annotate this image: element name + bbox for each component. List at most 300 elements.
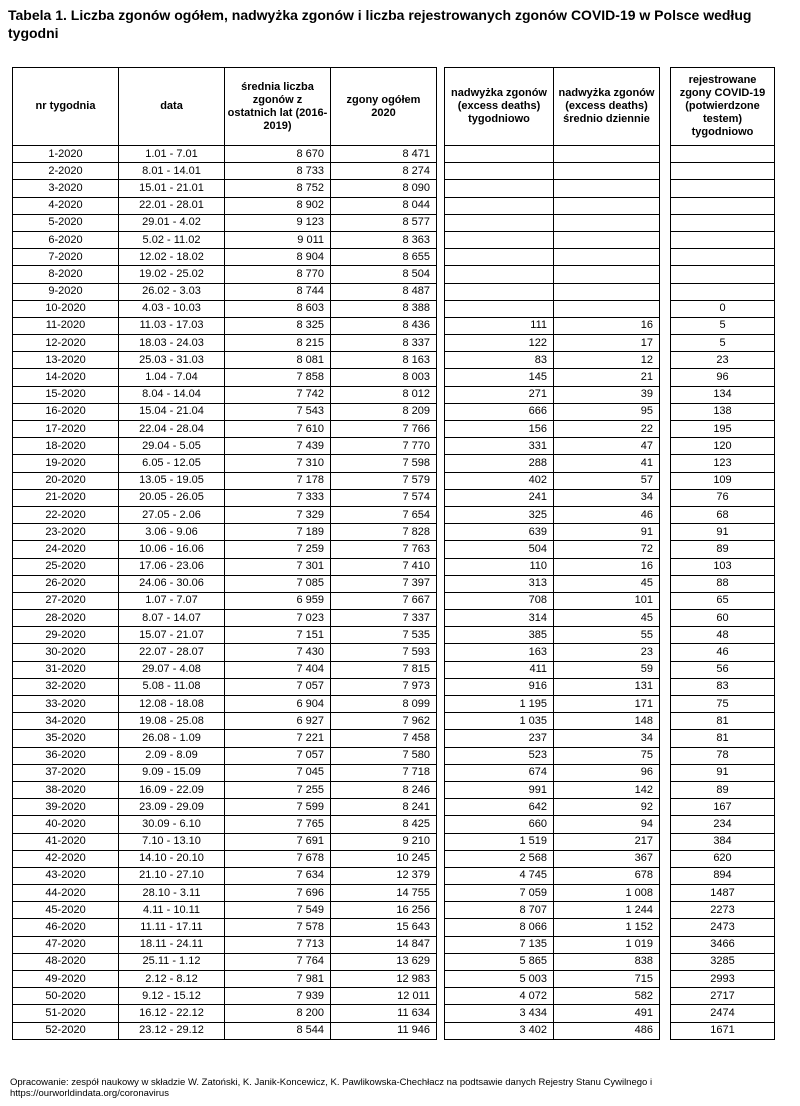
table-row (671, 644, 775, 661)
cell-date: 25.11 - 1.12 (119, 953, 225, 970)
cell-week-number: 7-2020 (13, 249, 119, 266)
cell-total-deaths: 7 397 (331, 575, 437, 592)
table-row (13, 352, 437, 369)
table-row (671, 867, 775, 884)
cell-week-number: 24-2020 (13, 541, 119, 558)
table-row (671, 850, 775, 867)
cell-excess-weekly (445, 283, 554, 300)
cell-excess-weekly (445, 146, 554, 163)
table-row (13, 472, 437, 489)
cell-total-deaths: 8 090 (331, 180, 437, 197)
cell-excess-daily: 1 019 (554, 936, 660, 953)
cell-excess-weekly: 122 (445, 335, 554, 352)
table-row (445, 541, 660, 558)
cell-week-number: 43-2020 (13, 867, 119, 884)
cell-excess-daily (554, 266, 660, 283)
cell-excess-weekly: 111 (445, 317, 554, 334)
cell-average-deaths: 8 902 (225, 197, 331, 214)
cell-excess-weekly: 2 568 (445, 850, 554, 867)
table-row (13, 421, 437, 438)
cell-date: 25.03 - 31.03 (119, 352, 225, 369)
cell-total-deaths: 7 815 (331, 661, 437, 678)
cell-excess-daily: 92 (554, 799, 660, 816)
cell-covid-deaths: 65 (671, 592, 775, 609)
table-row (445, 558, 660, 575)
cell-covid-deaths: 138 (671, 403, 775, 420)
source-url: https://ourworldindata.org/coronavirus (10, 1088, 169, 1099)
table-row (445, 661, 660, 678)
cell-total-deaths: 8 044 (331, 197, 437, 214)
cell-excess-weekly: 7 135 (445, 936, 554, 953)
table-row (445, 781, 660, 798)
table-row (445, 335, 660, 352)
table-row (445, 575, 660, 592)
table-row (445, 249, 660, 266)
table-row (671, 592, 775, 609)
cell-covid-deaths (671, 266, 775, 283)
cell-total-deaths: 8 274 (331, 163, 437, 180)
table-row (671, 730, 775, 747)
cell-week-number: 39-2020 (13, 799, 119, 816)
cell-week-number: 46-2020 (13, 919, 119, 936)
table-row (445, 352, 660, 369)
cell-covid-deaths: 89 (671, 541, 775, 558)
cell-excess-daily: 72 (554, 541, 660, 558)
cell-covid-deaths: 96 (671, 369, 775, 386)
cell-week-number: 3-2020 (13, 180, 119, 197)
table-row (445, 317, 660, 334)
cell-week-number: 23-2020 (13, 524, 119, 541)
cell-excess-daily: 46 (554, 506, 660, 523)
table-row (445, 953, 660, 970)
table-row (445, 300, 660, 317)
cell-excess-weekly (445, 266, 554, 283)
table-row (445, 163, 660, 180)
cell-date: 23.09 - 29.09 (119, 799, 225, 816)
cell-total-deaths: 7 962 (331, 713, 437, 730)
cell-excess-daily: 16 (554, 317, 660, 334)
table-row (13, 610, 437, 627)
table-row (445, 988, 660, 1005)
table-row (445, 799, 660, 816)
cell-excess-daily (554, 283, 660, 300)
cell-week-number: 51-2020 (13, 1005, 119, 1022)
cell-excess-daily (554, 231, 660, 248)
cell-excess-daily: 39 (554, 386, 660, 403)
cell-excess-daily: 34 (554, 489, 660, 506)
cell-covid-deaths: 5 (671, 335, 775, 352)
table-row (445, 438, 660, 455)
cell-excess-daily: 678 (554, 867, 660, 884)
cell-average-deaths: 7 549 (225, 902, 331, 919)
cell-average-deaths: 7 329 (225, 506, 331, 523)
cell-covid-deaths: 89 (671, 781, 775, 798)
header-total-deaths: zgony ogółem 2020 (331, 68, 437, 146)
table-row (671, 266, 775, 283)
cell-total-deaths: 8 241 (331, 799, 437, 816)
cell-covid-deaths: 123 (671, 455, 775, 472)
cell-date: 16.12 - 22.12 (119, 1005, 225, 1022)
table-row (13, 764, 437, 781)
table-row (671, 833, 775, 850)
table-row (445, 919, 660, 936)
table-row (13, 713, 437, 730)
cell-average-deaths: 8 752 (225, 180, 331, 197)
table-row (671, 369, 775, 386)
cell-date: 14.10 - 20.10 (119, 850, 225, 867)
cell-average-deaths: 7 765 (225, 816, 331, 833)
cell-total-deaths: 8 209 (331, 403, 437, 420)
cell-covid-deaths: 56 (671, 661, 775, 678)
cell-excess-weekly: 8 066 (445, 919, 554, 936)
cell-covid-deaths: 1671 (671, 1022, 775, 1039)
table-row (13, 300, 437, 317)
cell-week-number: 32-2020 (13, 678, 119, 695)
cell-date: 8.04 - 14.04 (119, 386, 225, 403)
cell-average-deaths: 7 221 (225, 730, 331, 747)
cell-excess-daily: 95 (554, 403, 660, 420)
table-row (445, 283, 660, 300)
cell-week-number: 21-2020 (13, 489, 119, 506)
cell-excess-daily (554, 300, 660, 317)
cell-excess-weekly: 325 (445, 506, 554, 523)
cell-covid-deaths (671, 180, 775, 197)
table-row (671, 472, 775, 489)
cell-average-deaths: 8 904 (225, 249, 331, 266)
cell-average-deaths: 7 939 (225, 988, 331, 1005)
table-row (13, 266, 437, 283)
cell-excess-daily: 1 008 (554, 885, 660, 902)
cell-date: 18.11 - 24.11 (119, 936, 225, 953)
cell-date: 26.02 - 3.03 (119, 283, 225, 300)
table-row (445, 231, 660, 248)
cell-average-deaths: 8 603 (225, 300, 331, 317)
cell-excess-weekly: 7 059 (445, 885, 554, 902)
cell-covid-deaths: 23 (671, 352, 775, 369)
cell-total-deaths: 7 337 (331, 610, 437, 627)
table-row (13, 403, 437, 420)
cell-covid-deaths: 3466 (671, 936, 775, 953)
cell-week-number: 14-2020 (13, 369, 119, 386)
cell-total-deaths: 7 667 (331, 592, 437, 609)
table-row (13, 369, 437, 386)
cell-excess-daily (554, 249, 660, 266)
table-row (445, 592, 660, 609)
cell-excess-weekly (445, 231, 554, 248)
cell-covid-deaths: 2474 (671, 1005, 775, 1022)
source-note: Opracowanie: zespół naukowy w składzie W. Zatoński, K. Janik-Koncewicz, K. Pawlikowska-Chechłacz na podtsawie danych Rejestry Stanu Cywilnego i (10, 1077, 653, 1088)
table-row (445, 902, 660, 919)
table-row (13, 180, 437, 197)
cell-excess-daily: 47 (554, 438, 660, 455)
cell-excess-daily (554, 146, 660, 163)
cell-excess-weekly: 674 (445, 764, 554, 781)
cell-excess-daily (554, 197, 660, 214)
cell-average-deaths: 7 713 (225, 936, 331, 953)
cell-total-deaths: 7 770 (331, 438, 437, 455)
cell-total-deaths: 13 629 (331, 953, 437, 970)
table-row (445, 713, 660, 730)
header-week-number: nr tygodnia (13, 68, 119, 146)
cell-average-deaths: 7 610 (225, 421, 331, 438)
table-row (13, 283, 437, 300)
table-row (671, 575, 775, 592)
table-row (671, 610, 775, 627)
cell-week-number: 5-2020 (13, 214, 119, 231)
cell-excess-weekly (445, 249, 554, 266)
cell-covid-deaths: 76 (671, 489, 775, 506)
cell-average-deaths: 7 981 (225, 971, 331, 988)
table-row (671, 747, 775, 764)
cell-date: 21.10 - 27.10 (119, 867, 225, 884)
table-row (671, 696, 775, 713)
cell-week-number: 34-2020 (13, 713, 119, 730)
table-row (671, 627, 775, 644)
cell-date: 5.08 - 11.08 (119, 678, 225, 695)
table-row (13, 850, 437, 867)
cell-total-deaths: 15 643 (331, 919, 437, 936)
cell-date: 4.03 - 10.03 (119, 300, 225, 317)
cell-week-number: 40-2020 (13, 816, 119, 833)
cell-total-deaths: 8 012 (331, 386, 437, 403)
source-footer (10, 1077, 790, 1099)
cell-average-deaths: 8 544 (225, 1022, 331, 1039)
cell-week-number: 1-2020 (13, 146, 119, 163)
cell-covid-deaths (671, 214, 775, 231)
cell-excess-daily (554, 163, 660, 180)
cell-excess-daily: 22 (554, 421, 660, 438)
cell-date: 29.04 - 5.05 (119, 438, 225, 455)
cell-excess-daily: 23 (554, 644, 660, 661)
cell-total-deaths: 7 580 (331, 747, 437, 764)
cell-date: 23.12 - 29.12 (119, 1022, 225, 1039)
table-row (445, 197, 660, 214)
cell-excess-weekly (445, 214, 554, 231)
cell-date: 27.05 - 2.06 (119, 506, 225, 523)
table-row (13, 541, 437, 558)
cell-date: 7.10 - 13.10 (119, 833, 225, 850)
cell-excess-weekly: 639 (445, 524, 554, 541)
table-row (445, 696, 660, 713)
cell-total-deaths: 7 574 (331, 489, 437, 506)
cell-average-deaths: 7 430 (225, 644, 331, 661)
header-excess-daily: nadwyżka zgonów (excess deaths) średnio dziennie (554, 68, 660, 146)
table-row (671, 816, 775, 833)
table-row (13, 833, 437, 850)
cell-excess-daily: 142 (554, 781, 660, 798)
cell-total-deaths: 16 256 (331, 902, 437, 919)
cell-total-deaths: 8 363 (331, 231, 437, 248)
cell-excess-daily: 148 (554, 713, 660, 730)
cell-week-number: 35-2020 (13, 730, 119, 747)
table-row (445, 455, 660, 472)
cell-date: 15.07 - 21.07 (119, 627, 225, 644)
cell-total-deaths: 12 983 (331, 971, 437, 988)
table-row (13, 936, 437, 953)
cell-average-deaths: 8 744 (225, 283, 331, 300)
cell-total-deaths: 7 718 (331, 764, 437, 781)
header-excess-weekly: nadwyżka zgonów (excess deaths) tygodniowo (445, 68, 554, 146)
table-row (671, 352, 775, 369)
table-row (13, 489, 437, 506)
cell-average-deaths: 7 696 (225, 885, 331, 902)
cell-excess-daily: 57 (554, 472, 660, 489)
table-row (671, 1005, 775, 1022)
table-row (13, 644, 437, 661)
cell-covid-deaths: 46 (671, 644, 775, 661)
cell-date: 2.12 - 8.12 (119, 971, 225, 988)
table-row (445, 369, 660, 386)
cell-average-deaths: 7 057 (225, 678, 331, 695)
table-row (13, 214, 437, 231)
cell-date: 15.01 - 21.01 (119, 180, 225, 197)
cell-average-deaths: 7 151 (225, 627, 331, 644)
cell-excess-daily: 367 (554, 850, 660, 867)
table-row (13, 506, 437, 523)
table-row (445, 850, 660, 867)
cell-excess-weekly: 3 434 (445, 1005, 554, 1022)
table-row (13, 627, 437, 644)
table-row (13, 747, 437, 764)
cell-average-deaths: 8 215 (225, 335, 331, 352)
cell-excess-daily: 1 244 (554, 902, 660, 919)
cell-covid-deaths: 75 (671, 696, 775, 713)
cell-excess-weekly: 145 (445, 369, 554, 386)
cell-total-deaths: 8 246 (331, 781, 437, 798)
cell-excess-daily: 45 (554, 575, 660, 592)
cell-excess-weekly: 708 (445, 592, 554, 609)
cell-excess-daily: 217 (554, 833, 660, 850)
cell-average-deaths: 9 123 (225, 214, 331, 231)
cell-excess-weekly: 4 745 (445, 867, 554, 884)
cell-excess-daily: 34 (554, 730, 660, 747)
cell-covid-deaths: 2993 (671, 971, 775, 988)
cell-excess-daily: 838 (554, 953, 660, 970)
cell-excess-weekly (445, 163, 554, 180)
table-row (13, 231, 437, 248)
cell-date: 11.03 - 17.03 (119, 317, 225, 334)
cell-week-number: 6-2020 (13, 231, 119, 248)
cell-date: 29.07 - 4.08 (119, 661, 225, 678)
header-average-deaths: średnia liczba zgonów z ostatnich lat (2016-2019) (225, 68, 331, 146)
cell-excess-daily: 96 (554, 764, 660, 781)
cell-excess-weekly: 163 (445, 644, 554, 661)
cell-covid-deaths: 384 (671, 833, 775, 850)
cell-excess-weekly: 666 (445, 403, 554, 420)
table-row (445, 421, 660, 438)
table-row (671, 421, 775, 438)
cell-excess-weekly (445, 197, 554, 214)
table-row (445, 885, 660, 902)
table-row (671, 386, 775, 403)
cell-week-number: 12-2020 (13, 335, 119, 352)
cell-week-number: 37-2020 (13, 764, 119, 781)
table-row (671, 953, 775, 970)
table-row (445, 833, 660, 850)
table-row (445, 678, 660, 695)
cell-week-number: 47-2020 (13, 936, 119, 953)
table-row (671, 541, 775, 558)
table-row (671, 799, 775, 816)
cell-excess-weekly: 237 (445, 730, 554, 747)
table-row (671, 283, 775, 300)
cell-excess-daily: 55 (554, 627, 660, 644)
cell-week-number: 38-2020 (13, 781, 119, 798)
cell-covid-deaths (671, 231, 775, 248)
cell-date: 19.08 - 25.08 (119, 713, 225, 730)
cell-covid-deaths: 894 (671, 867, 775, 884)
cell-date: 22.07 - 28.07 (119, 644, 225, 661)
cell-total-deaths: 10 245 (331, 850, 437, 867)
cell-excess-weekly: 1 035 (445, 713, 554, 730)
table-row (671, 764, 775, 781)
table-row (671, 197, 775, 214)
cell-week-number: 33-2020 (13, 696, 119, 713)
table-row (445, 386, 660, 403)
table-row (671, 919, 775, 936)
cell-total-deaths: 7 654 (331, 506, 437, 523)
table-row (445, 971, 660, 988)
table-row (671, 146, 775, 163)
cell-total-deaths: 8 504 (331, 266, 437, 283)
cell-excess-weekly: 288 (445, 455, 554, 472)
table-row (13, 781, 437, 798)
cell-average-deaths: 7 023 (225, 610, 331, 627)
table-row (671, 249, 775, 266)
cell-excess-weekly: 5 003 (445, 971, 554, 988)
cell-excess-daily: 715 (554, 971, 660, 988)
table-row (671, 335, 775, 352)
cell-total-deaths: 7 410 (331, 558, 437, 575)
cell-total-deaths: 8 337 (331, 335, 437, 352)
table-row (671, 455, 775, 472)
cell-excess-daily: 94 (554, 816, 660, 833)
cell-excess-weekly (445, 180, 554, 197)
cell-covid-deaths (671, 197, 775, 214)
cell-date: 10.06 - 16.06 (119, 541, 225, 558)
table-row (445, 146, 660, 163)
table-row (445, 936, 660, 953)
cell-excess-daily (554, 180, 660, 197)
table-row (13, 197, 437, 214)
cell-total-deaths: 8 425 (331, 816, 437, 833)
cell-excess-daily: 41 (554, 455, 660, 472)
cell-date: 29.01 - 4.02 (119, 214, 225, 231)
table-row (671, 558, 775, 575)
cell-covid-deaths (671, 146, 775, 163)
cell-excess-weekly: 8 707 (445, 902, 554, 919)
cell-week-number: 36-2020 (13, 747, 119, 764)
cell-excess-weekly: 411 (445, 661, 554, 678)
cell-week-number: 19-2020 (13, 455, 119, 472)
cell-excess-daily: 491 (554, 1005, 660, 1022)
cell-average-deaths: 7 259 (225, 541, 331, 558)
table-row (13, 696, 437, 713)
cell-covid-deaths: 81 (671, 730, 775, 747)
table-row (445, 1005, 660, 1022)
table-title: Tabela 1. Liczba zgonów ogółem, nadwyżka zgonów i liczba rejestrowanych zgonów COVID-19 w Polsce według tygodni (8, 7, 752, 41)
table-row (671, 524, 775, 541)
cell-week-number: 15-2020 (13, 386, 119, 403)
table-row (13, 146, 437, 163)
cell-excess-daily: 131 (554, 678, 660, 695)
table-row (445, 403, 660, 420)
cell-total-deaths: 14 847 (331, 936, 437, 953)
table-row (445, 610, 660, 627)
cell-date: 11.11 - 17.11 (119, 919, 225, 936)
table-row (13, 592, 437, 609)
cell-date: 16.09 - 22.09 (119, 781, 225, 798)
